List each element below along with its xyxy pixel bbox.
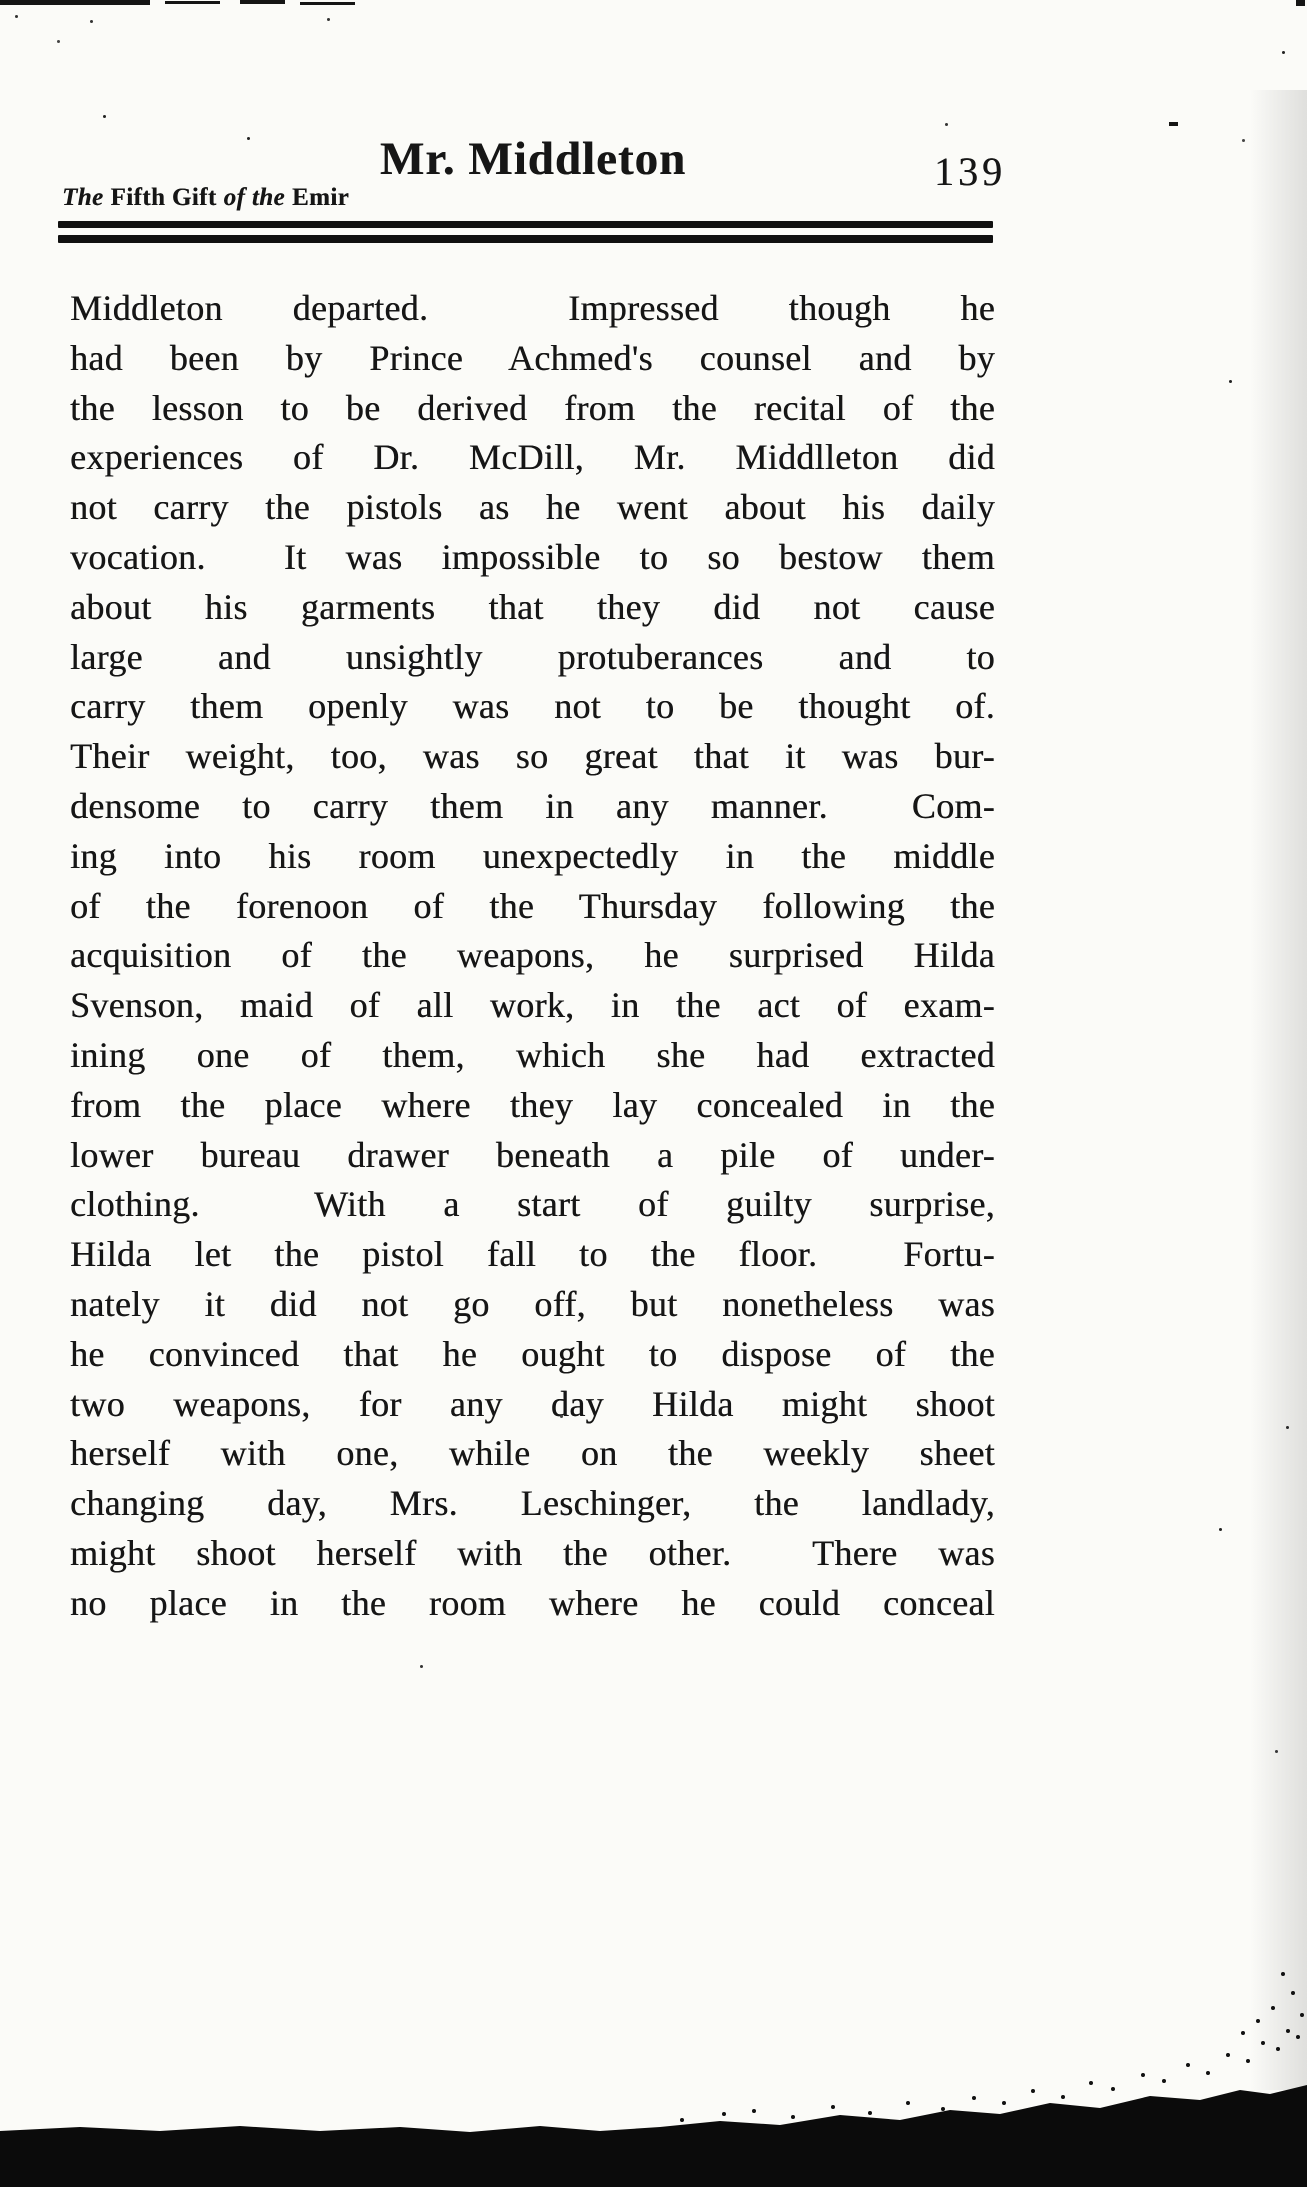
body-text-line: the lesson to be derived from the recital of the bbox=[70, 387, 995, 428]
scan-dash bbox=[165, 1, 220, 4]
running-head-word: The bbox=[62, 184, 104, 211]
scan-artifact-right-band bbox=[1250, 90, 1307, 2090]
double-rule-top bbox=[58, 221, 993, 228]
body-text-line: experiences of Dr. McDill, Mr. Middlleton did bbox=[70, 437, 995, 478]
scan-dash bbox=[1169, 122, 1178, 126]
running-head bbox=[62, 184, 356, 212]
body-text-line: large and unsightly protuberances and to bbox=[70, 636, 995, 677]
body-text-line: Svenson, maid of all work, in the act of exam- bbox=[70, 985, 995, 1026]
body-text bbox=[70, 284, 995, 1629]
body-text-line: carry them openly was not to be thought of. bbox=[70, 686, 995, 727]
body-text-line: two weapons, for any day Hilda might shoot bbox=[70, 1383, 995, 1424]
scan-dash bbox=[0, 0, 150, 5]
body-text-line: nately it did not go off, but nonetheless was bbox=[70, 1283, 995, 1324]
running-head-word: of the bbox=[223, 184, 285, 211]
page-title: Mr. Middleton bbox=[379, 133, 687, 185]
body-text-line: about his garments that they did not cause bbox=[70, 586, 995, 627]
body-text-line: Hilda let the pistol fall to the floor. Fortu- bbox=[70, 1234, 995, 1275]
body-text-line: clothing. With a start of guilty surprise, bbox=[70, 1184, 995, 1225]
body-text-line: Middleton departed. Impressed though he bbox=[70, 288, 995, 328]
body-text-line: ining one of them, which she had extracted bbox=[70, 1034, 995, 1075]
scan-dash bbox=[240, 0, 285, 4]
body-text-line: had been by Prince Achmed's counsel and by bbox=[70, 337, 995, 378]
body-text-line: of the forenoon of the Thursday following the bbox=[70, 885, 995, 926]
body-text-line: herself with one, while on the weekly sheet bbox=[70, 1433, 995, 1474]
body-text-line: no place in the room where he could conceal bbox=[70, 1582, 995, 1623]
body-text-line: vocation. It was impossible to so bestow them bbox=[70, 536, 995, 577]
body-text-line: Their weight, too, was so great that it was bur- bbox=[70, 736, 995, 777]
page-number: 139 bbox=[934, 149, 1006, 194]
body-text-line: might shoot herself with the other. There was bbox=[70, 1532, 995, 1573]
body-text-line: lower bureau drawer beneath a pile of under- bbox=[70, 1134, 995, 1175]
body-text-line: ing into his room unexpectedly in the middle bbox=[70, 835, 995, 876]
body-text-line: changing day, Mrs. Leschinger, the landlady, bbox=[70, 1483, 995, 1524]
body-text-line: not carry the pistols as he went about his daily bbox=[70, 487, 995, 528]
body-text-line: densome to carry them in any manner. Com- bbox=[70, 785, 995, 826]
scan-speckle-field bbox=[0, 0, 4, 4]
body-text-line: acquisition of the weapons, he surprised Hilda bbox=[70, 935, 995, 976]
body-text-line: he convinced that he ought to dispose of the bbox=[70, 1333, 995, 1374]
running-head-word: Emir bbox=[291, 184, 350, 211]
scan-dash bbox=[300, 2, 355, 5]
running-head-word: Fifth Gift bbox=[110, 184, 217, 211]
scan-dash bbox=[1296, 0, 1305, 6]
body-text-line: from the place where they lay concealed in the bbox=[70, 1084, 995, 1125]
double-rule-bottom bbox=[58, 235, 993, 243]
